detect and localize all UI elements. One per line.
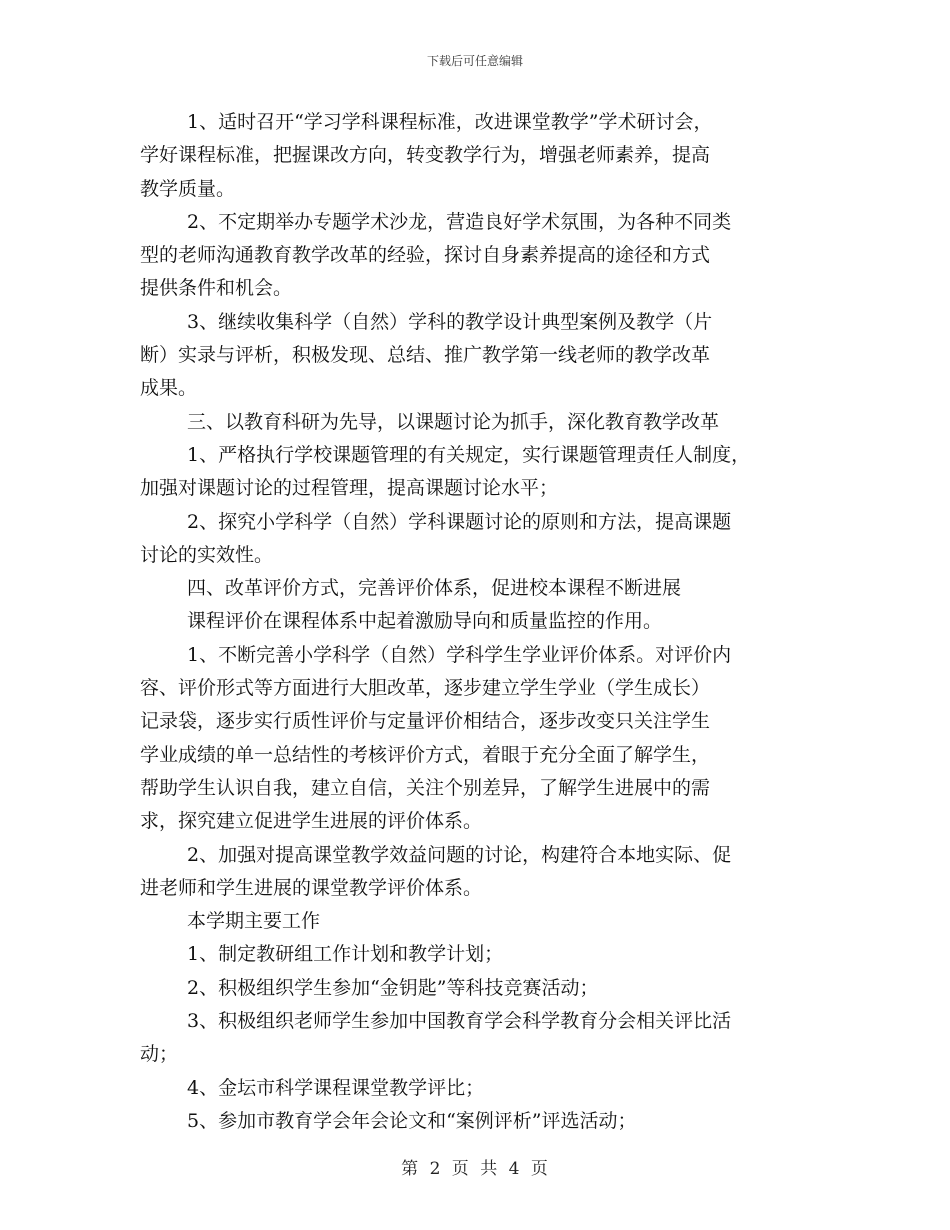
text-line: 进老师和学生进展的课堂教学评价体系。 — [140, 876, 483, 899]
text-line: 四、改革评价方式，完善评价体系，促进校本课程不断进展 — [187, 577, 682, 600]
text-line: 学好课程标准，把握课改方向，转变教学行为，增强老师素养，提高 — [140, 144, 711, 167]
text-line: 型的老师沟通教育教学改革的经验，探讨自身素养提高的途径和方式 — [140, 244, 711, 267]
text-line: 动； — [140, 1043, 179, 1066]
text-line: 教学质量。 — [140, 177, 236, 200]
text-line: 容、评价形式等方面进行大胆改革，逐步建立学生学业（学生成长） — [140, 677, 711, 700]
text-line: 学业成绩的单一总结性的考核评价方式，着眼于充分全面了解学生， — [140, 743, 711, 766]
text-line: 讨论的实效性。 — [140, 543, 274, 566]
page-header: 下载后可任意编辑 — [426, 54, 523, 68]
text-line: 5、参加市教育学会年会论文和“案例评析”评选活动； — [187, 1109, 637, 1132]
text-line: 成果。 — [140, 377, 198, 400]
text-line: 2、积极组织学生参加“金钥匙”等科技竞赛活动； — [187, 976, 599, 999]
text-line: 课程评价在课程体系中起着激励导向和质量监控的作用。 — [187, 610, 663, 633]
text-line: 求，探究建立促进学生进展的评价体系。 — [140, 810, 483, 833]
text-line: 2、不定期举办专题学术沙龙，营造良好学术氛围，为各种不同类 — [187, 210, 732, 233]
text-line: 1、严格执行学校课题管理的有关规定，实行课题管理责任人制度， — [187, 443, 751, 466]
text-line: 2、探究小学科学（自然）学科课题讨论的原则和方法，提高课题 — [187, 510, 732, 533]
text-line: 加强对课题讨论的过程管理，提高课题讨论水平； — [140, 477, 559, 500]
text-line: 三、以教育科研为先导，以课题讨论为抓手，深化教育教学改革 — [187, 410, 720, 433]
text-line: 断）实录与评析，积极发现、总结、推广教学第一线老师的教学改革 — [140, 344, 711, 367]
text-line: 3、积极组织老师学生参加中国教育学会科学教育分会相关评比活 — [187, 1010, 732, 1033]
text-line: 本学期主要工作 — [187, 910, 321, 933]
text-line: 帮助学生认识自我，建立自信，关注个别差异，了解学生进展中的需 — [140, 776, 711, 799]
text-line: 记录袋，逐步实行质性评价与定量评价相结合，逐步改变只关注学生 — [140, 710, 711, 733]
page-footer: 第 2 页 共 4 页 — [401, 1159, 549, 1179]
text-line: 1、不断完善小学科学（自然）学科学生学业评价体系。对评价内 — [187, 643, 732, 666]
text-line: 1、制定教研组工作计划和教学计划； — [187, 943, 504, 966]
text-line: 4、金坛市科学课程课堂教学评比； — [187, 1076, 485, 1099]
text-line: 1、适时召开“学习学科课程标准，改进课堂教学”学术研讨会， — [187, 111, 713, 133]
text-line: 提供条件和机会。 — [140, 277, 293, 300]
document-body — [140, 106, 820, 1138]
text-line: 3、继续收集科学（自然）学科的教学设计典型案例及教学（片 — [187, 310, 713, 333]
text-line: 2、加强对提高课堂教学效益问题的讨论，构建符合本地实际、促 — [187, 843, 732, 866]
